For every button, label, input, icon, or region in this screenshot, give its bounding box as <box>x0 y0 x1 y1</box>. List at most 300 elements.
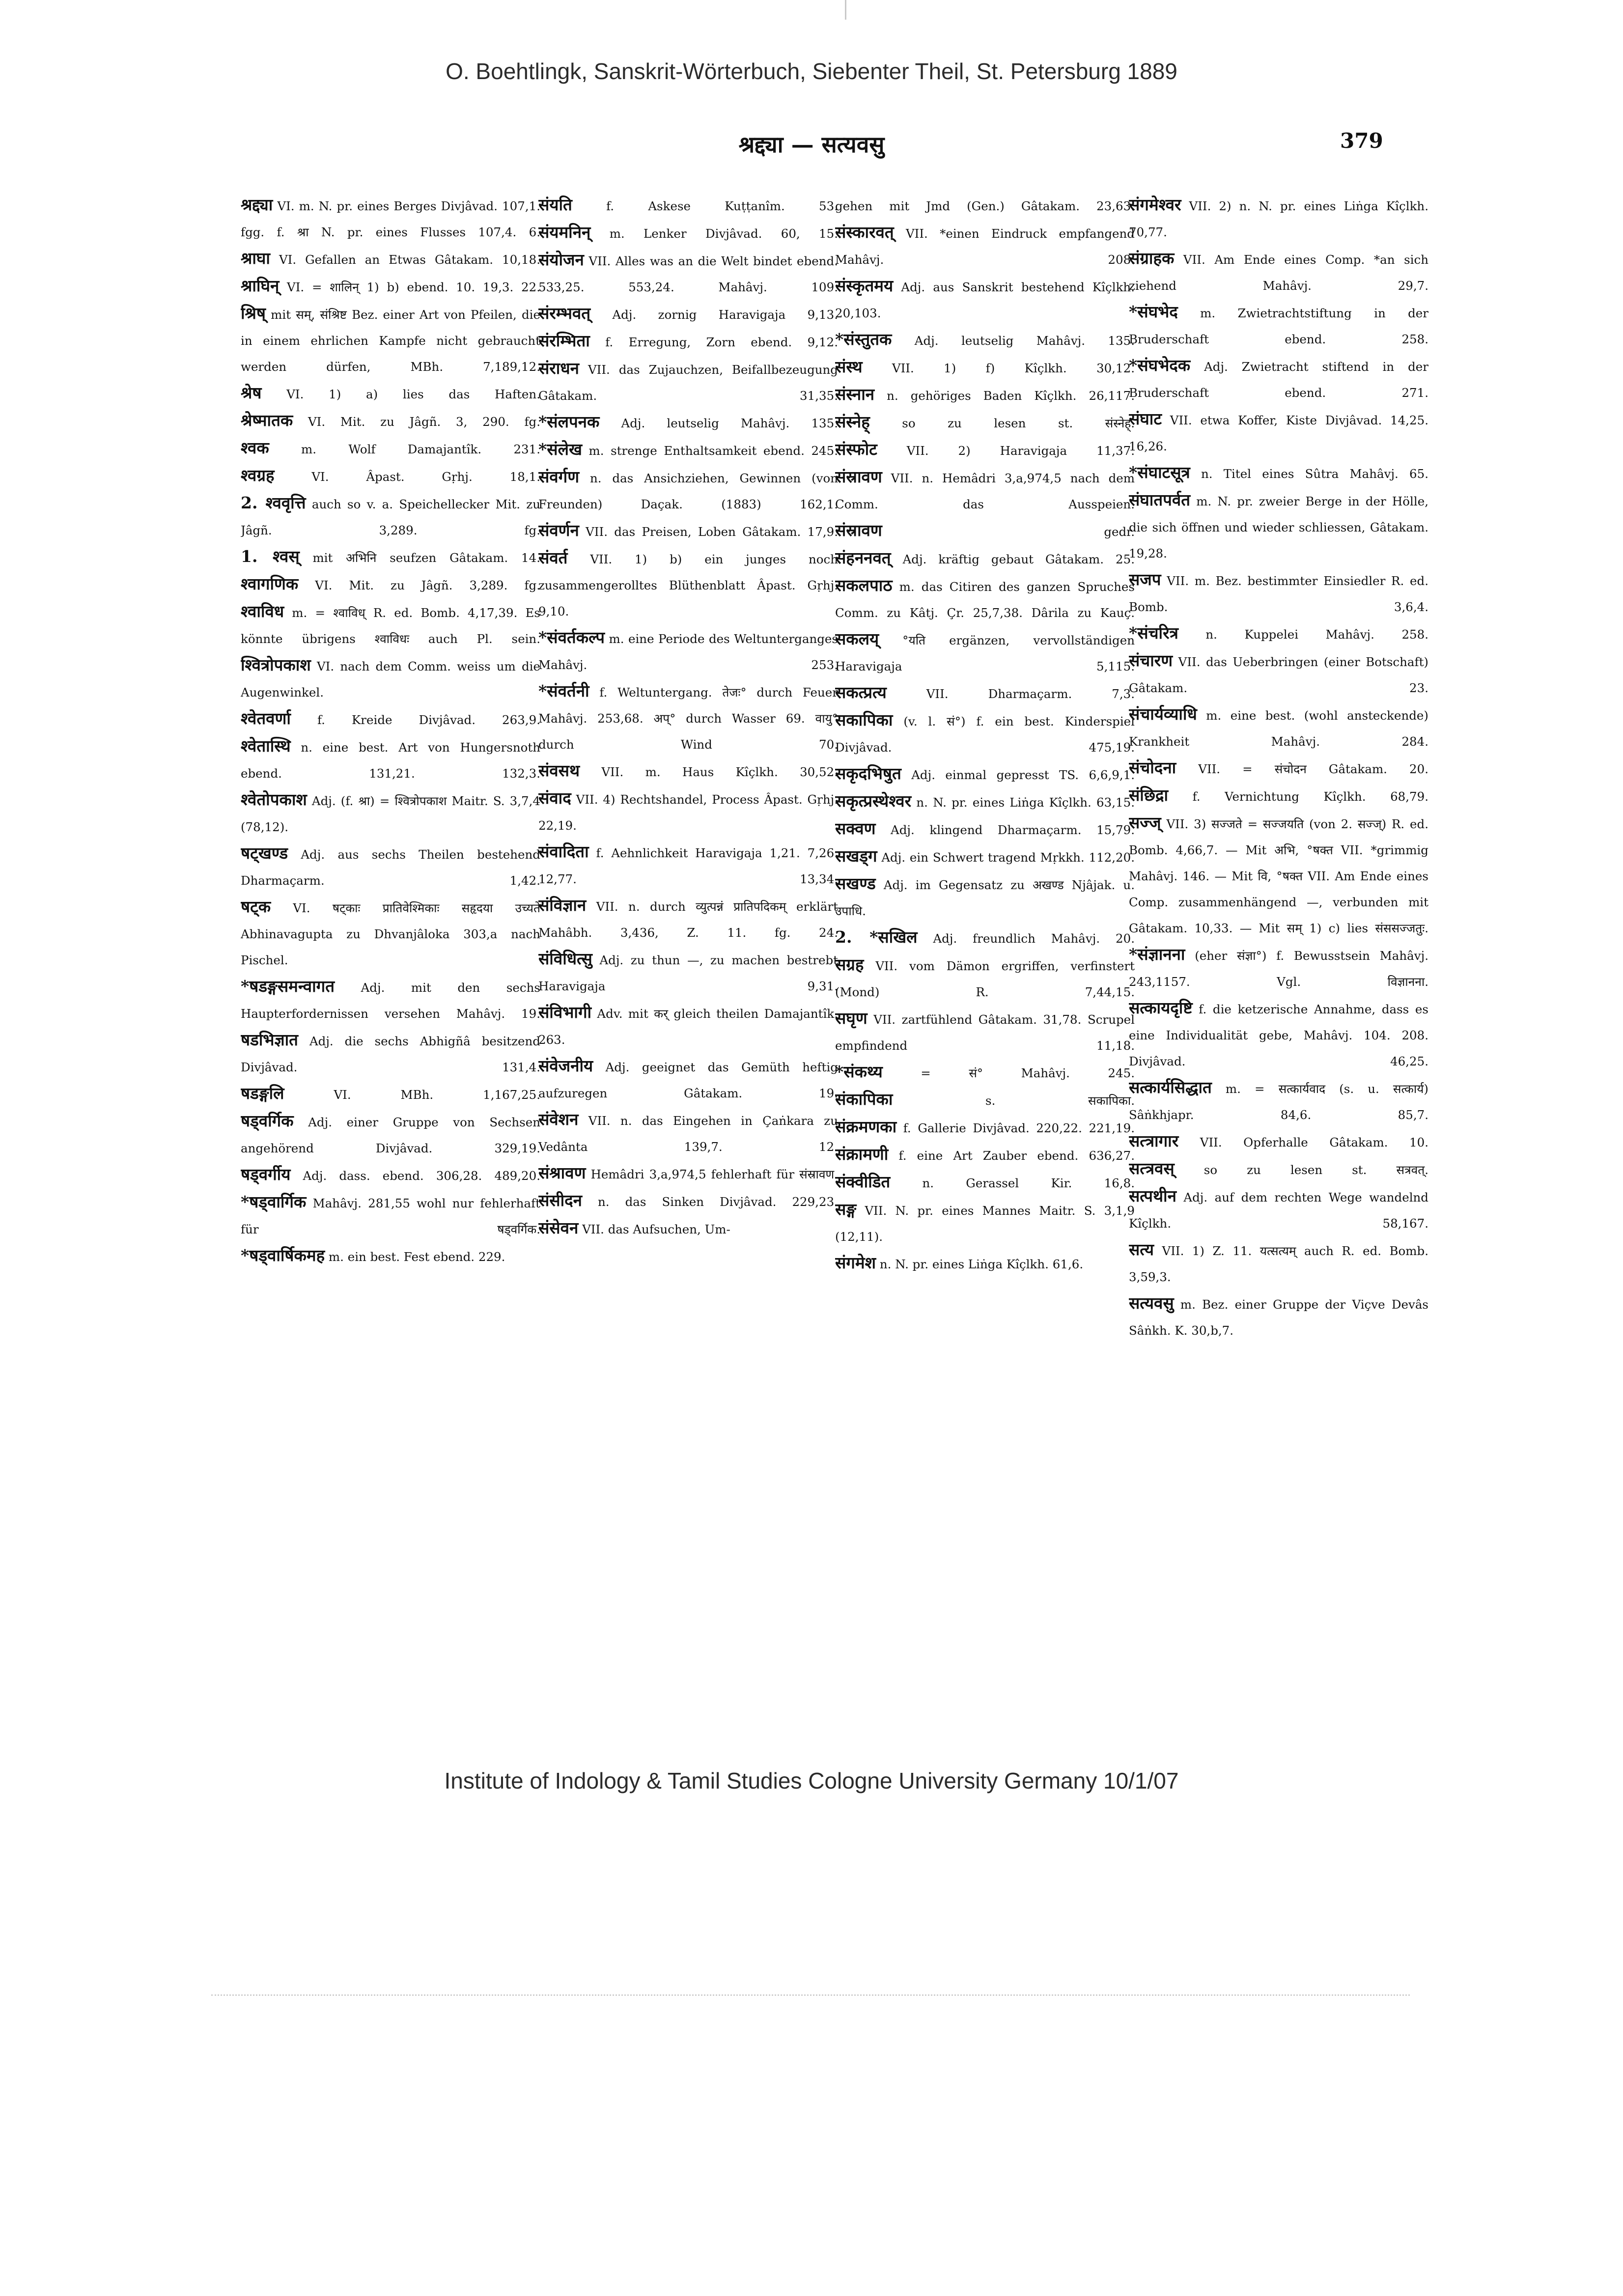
entry-headword: सकत्प्रत्य <box>835 683 887 702</box>
dictionary-entry <box>538 355 838 409</box>
dictionary-entry <box>1129 352 1428 406</box>
entry-headword: श्वेतोपकाश <box>241 790 307 809</box>
entry-headword: सत्कायदृष्टि <box>1129 998 1193 1017</box>
entry-definition: VII. 3) सज्जते = सज्जयति (von 2. सज्ज्) R. ed. Bomb. 4,66,7. — Mit अभि, °षक्त VII. *grimmig Mahâvj. 146. — Mit वि, °षक्त VII. Am Ende eines Comp. zusammenhängend —, verbunden mit Gâtakam. 10,33. — Mit सम् 1) c) lies संससज्जतुः. <box>1129 817 1428 935</box>
entry-definition: s. सकापिका. <box>893 1093 1135 1108</box>
entry-headword: सकृदभिषुत <box>835 764 901 783</box>
entry-definition: m. strenge Enthaltsamkeit ebend. 245. <box>582 444 838 458</box>
entry-definition: n. Gerassel Kir. 16,8. <box>890 1176 1135 1190</box>
dictionary-entry <box>835 815 1135 843</box>
entry-headword: सत्कार्यसिद्धात <box>1129 1078 1212 1097</box>
entry-headword: *संवर्तकल्प <box>538 628 605 647</box>
page-number: 379 <box>1340 129 1383 153</box>
entry-headword: षट्क <box>241 897 271 916</box>
dictionary-entry <box>1129 245 1428 299</box>
dictionary-entry <box>835 707 1135 760</box>
dictionary-entry <box>835 1196 1135 1250</box>
entry-definition: VII. das Ueberbringen (einer Botschaft) Gâtakam. 23. <box>1129 655 1428 695</box>
entry-headword: *संलपनक <box>538 412 600 431</box>
entry-definition: VII. 2) n. N. pr. eines Liṅga Kîçlkh. 70,77. <box>1129 199 1428 239</box>
entry-headword: श्वागणिक <box>241 574 299 593</box>
entry-headword: संवेजनीय <box>538 1056 593 1075</box>
entry-headword: संयति <box>538 195 572 214</box>
dictionary-entry <box>1129 810 1428 941</box>
entry-headword: संवर्त <box>538 548 568 567</box>
dictionary-entry <box>241 245 540 273</box>
dictionary-column-3 <box>835 192 1135 1739</box>
entry-definition: m. eine Periode des Weltunterganges Mahâvj. 253. <box>538 632 838 672</box>
entry-definition: = सं° Mahâvj. 245. <box>882 1066 1135 1080</box>
dictionary-entry <box>241 652 540 705</box>
entry-headword: संचार्यव्याधि <box>1129 704 1197 724</box>
dictionary-entry <box>538 1160 838 1187</box>
entry-definition: m. Bez. einer Gruppe der Viçve Devâs Sâṅkh. K. 30,b,7. <box>1129 1297 1428 1338</box>
entry-definition: Adj. zornig Haravigaja 9,13. <box>590 308 838 322</box>
entry-definition: VI. Mit. zu Jâgñ. 3, 290. fg. <box>293 415 540 429</box>
entry-headword: संश्रावण <box>538 1163 586 1182</box>
entry-definition: VII. Am Ende eines Comp. *an sich ziehend Mahâvj. 29,7. <box>1129 252 1428 293</box>
entry-definition: VII. 1) b) ein junges noch zusammengerolltes Blüthenblatt Âpast. Gṛhj. 9,10. <box>538 552 838 618</box>
entry-definition: VII. das Aufsuchen, Um- <box>578 1222 730 1236</box>
entry-headword: सग्रह <box>835 955 864 974</box>
entry-headword: संयमनिन् <box>538 223 591 242</box>
entry-headword: षड्वर्गीय <box>241 1165 291 1184</box>
entry-headword: संसीदन <box>538 1191 583 1210</box>
dictionary-entry <box>835 273 1135 326</box>
entry-definition: auch so v. a. Speichellecker Mit. zu Jâgñ. 3,289. fg. <box>241 497 540 537</box>
entry-headword: *संलेख <box>538 440 582 459</box>
entry-definition: VI. = शालिन् 1) b) ebend. 10. 19,3. 22. <box>279 280 540 294</box>
entry-headword: संगमेश्वर <box>1129 195 1181 214</box>
entry-headword: संविभागी <box>538 1003 592 1022</box>
entry-definition: (v. l. सं°) f. ein best. Kinderspiel Divjâvad. 475,19. <box>835 714 1135 755</box>
entry-definition: Adj. Zwietracht stiftend in der Bruderschaft ebend. 271. <box>1129 360 1428 400</box>
dictionary-entry <box>835 354 1135 381</box>
dictionary-entry <box>835 436 1135 464</box>
entry-definition: Adj. ein Schwert tragend Mṛkkh. 112,20. <box>877 850 1135 865</box>
entry-definition: VII. 2) Haravigaja 11,37. <box>877 444 1135 458</box>
entry-headword: संवादिता <box>538 842 589 861</box>
entry-headword: संवेशन <box>538 1110 579 1129</box>
dictionary-entry <box>835 1086 1135 1114</box>
dictionary-entry <box>241 1108 540 1161</box>
dictionary-entry <box>835 1005 1135 1059</box>
entry-definition: m. Zwietrachtstiftung in der Bruderschaft ebend. 258. <box>1129 306 1428 346</box>
dictionary-entry <box>538 839 838 892</box>
dictionary-entry <box>835 1114 1135 1141</box>
entry-definition: VI. m. N. pr. eines Berges Divjâvad. 107,1. fgg. f. श्रा N. pr. eines Flusses 107,4. 6. <box>241 199 540 239</box>
entry-definition: n. N. pr. eines Liṅga Kîçlkh. 61,6. <box>876 1257 1084 1271</box>
entry-headword: सकलपाठ <box>835 576 893 595</box>
dictionary-entry <box>1129 566 1428 620</box>
entry-headword: षडङ्गलि <box>241 1084 284 1103</box>
dictionary-entry <box>835 626 1135 679</box>
dictionary-entry <box>835 192 1135 219</box>
dictionary-entry <box>241 786 540 840</box>
entry-headword: संरम्भवत् <box>538 304 591 323</box>
dictionary-entry <box>241 490 540 543</box>
dictionary-entry <box>538 1187 838 1215</box>
entry-headword: श्रेष्मातक <box>241 411 293 430</box>
entry-definition: f. Gallerie Divjâvad. 220,22. 221,19. <box>896 1121 1135 1135</box>
entry-definition: VI. MBh. 1,167,25. <box>284 1088 540 1102</box>
entry-headword: संचोदना <box>1129 758 1176 777</box>
entry-definition: n. Titel eines Sûtra Mahâvj. 65. <box>1190 467 1428 481</box>
dictionary-entry <box>835 924 1135 952</box>
entry-definition: VII. etwa Koffer, Kiste Divjâvad. 14,25. 16,26. <box>1129 413 1428 453</box>
dictionary-entry <box>241 1027 540 1080</box>
top-caption: O. Boehtlingk, Sanskrit-Wörterbuch, Siebenter Theil, St. Petersburg 1889 <box>446 58 1177 84</box>
entry-definition: VII. 1) Z. 11. यत्सत्यम् auch R. ed. Bomb. 3,59,3. <box>1129 1244 1428 1284</box>
entry-headword: संग्राहक <box>1129 249 1175 268</box>
entry-definition: VII. m. Haus Kîçlkh. 30,52. <box>580 765 838 779</box>
dictionary-entry <box>538 545 838 624</box>
dictionary-entry <box>538 1053 838 1106</box>
entry-headword: श्वित्रोपकाश <box>241 655 311 674</box>
entry-definition: Adj. klingend Dharmaçarm. 15,79. <box>875 823 1135 837</box>
entry-definition: VII. 4) Rechtshandel, Process Âpast. Gṛhj. 22,19. <box>538 792 838 833</box>
bottom-caption: Institute of Indology & Tamil Studies Cologne University Germany 10/1/07 <box>444 1768 1179 1793</box>
entry-headword: श्वेतवर्णा <box>241 709 291 728</box>
dictionary-entry <box>835 1250 1135 1277</box>
entry-definition: f. Erregung, Zorn ebend. 9,12. <box>589 335 838 349</box>
entry-headword: *संवर्तनी <box>538 681 589 700</box>
entry-headword: संवाद <box>538 788 571 808</box>
dictionary-entry <box>538 436 838 464</box>
entry-headword: 2. श्ववृत्ति <box>241 493 306 512</box>
entry-headword: *षडङ्गसमन्वागत <box>241 977 335 996</box>
entry-definition: Adv. mit कर् gleich theilen Damajantîk. 263. <box>538 1007 838 1047</box>
dictionary-entry <box>1129 782 1428 810</box>
dictionary-entry <box>835 843 1135 870</box>
entry-headword: श्राघिन् <box>241 276 280 295</box>
dictionary-entry <box>241 894 540 973</box>
scan-artifact-tick <box>845 0 846 20</box>
entry-definition: Adj. (f. श्रा) = श्वित्रोपकाश Maitr. S. 3,7,4 (78,12). <box>241 794 540 834</box>
entry-headword: संवसथ <box>538 761 580 780</box>
dictionary-entry <box>538 1106 838 1160</box>
dictionary-entry <box>835 1169 1135 1196</box>
entry-headword: सत्यवसु <box>1129 1293 1174 1313</box>
dictionary-entry <box>835 409 1135 436</box>
entry-definition: m. Lenker Divjâvad. 60, 15. <box>590 226 838 241</box>
dictionary-entry <box>1129 406 1428 459</box>
entry-definition: Adj. aus sechs Theilen bestehend Dharmaçarm. 1,42. <box>241 847 540 888</box>
entry-headword: संकापिका <box>835 1090 893 1109</box>
dictionary-entry <box>241 273 540 300</box>
dictionary-entry <box>1129 1155 1428 1183</box>
entry-headword: *षड्वार्षिकमह <box>241 1246 325 1265</box>
dictionary-entry <box>1129 701 1428 755</box>
entry-definition: VII. Dharmaçarm. 7,3. <box>886 687 1135 701</box>
dictionary-entry <box>835 679 1135 707</box>
dictionary-entry <box>241 380 540 407</box>
entry-definition: Adj. aus Sanskrit bestehend Kîçlkh. 20,103. <box>835 280 1135 320</box>
entry-headword: संघातपर्वत <box>1129 490 1191 509</box>
entry-definition: VII. zartfühlend Gâtakam. 31,78. Scrupel empfindend 11,18. <box>835 1012 1135 1053</box>
entry-headword: श्राघा <box>241 249 270 268</box>
entry-definition: Adj. im Gegensatz zu अखण्ड Njâjak. u. उपाधि. <box>835 878 1135 918</box>
dictionary-entry <box>835 545 1135 572</box>
entry-headword: षड्वर्गिक <box>241 1111 294 1130</box>
entry-definition: Adj. kräftig gebaut Gâtakam. 25. <box>891 552 1135 566</box>
entry-definition: VI. षट्काः प्रातिवेश्मिकाः सहृदया उच्यते Abhinavagupta zu Dhvanjâloka 303,a nach Pischel. <box>241 901 540 967</box>
entry-headword: सखड्ग <box>835 846 877 866</box>
dictionary-entry <box>241 192 540 245</box>
entry-headword: संक्वीडित <box>835 1172 891 1191</box>
dictionary-entry <box>538 946 838 999</box>
entry-definition: VII. n. Hemâdri 3,a,974,5 nach dem Comm. das Ausspeien. <box>835 471 1135 511</box>
dictionary-entry <box>835 326 1135 354</box>
entry-headword: संहननवत् <box>835 548 891 567</box>
entry-definition: VII. n. durch व्युत्पन्नं प्रातिपदिकम् erklärt Mahâbh. 3,436, Z. 11. fg. 24. <box>538 899 838 940</box>
entry-headword: संस्फोट <box>835 440 877 459</box>
entry-definition: gehen mit Jmd (Gen.) Gâtakam. 23,63. <box>835 199 1135 213</box>
dictionary-entry <box>1129 1074 1428 1128</box>
dictionary-entry <box>241 1161 540 1189</box>
dictionary-entry <box>835 788 1135 815</box>
dictionary-entry <box>538 999 838 1053</box>
entry-headword: सङ्ग <box>835 1200 857 1219</box>
entry-definition: m. ein best. Fest ebend. 229. <box>325 1250 505 1264</box>
entry-headword: संस्थ <box>835 357 863 376</box>
entry-headword: श्वक <box>241 438 269 457</box>
entry-definition: mit अभिनि seufzen Gâtakam. 14. <box>299 551 540 565</box>
dictionary-entry <box>538 464 838 517</box>
entry-definition: Adj. zu thun —, zu machen bestrebt Haravigaja 9,31. <box>538 953 838 993</box>
dictionary-entry <box>241 543 540 571</box>
dictionary-entry <box>241 1189 540 1242</box>
dictionary-column-2 <box>538 192 838 1739</box>
dictionary-entry <box>538 328 838 355</box>
entry-headword: श्वाविध <box>241 602 284 621</box>
entry-headword: संस्रावण <box>835 467 882 486</box>
dictionary-entry <box>1129 1290 1428 1344</box>
dictionary-entry <box>1129 620 1428 647</box>
dictionary-entry <box>241 598 540 652</box>
dictionary-entry <box>538 192 838 219</box>
entry-headword: *षड्वार्गिक <box>241 1192 307 1211</box>
entry-definition: f. Kreide Divjâvad. 263,9. <box>290 713 540 727</box>
entry-definition: VII. vom Dämon ergriffen, verfinstert (Mond) R. 7,44,15. <box>835 959 1135 999</box>
entry-headword: श्रद्द्या <box>241 195 273 214</box>
dictionary-entry <box>835 219 1135 273</box>
entry-definition: Mahâvj. 281,55 wohl nur fehlerhaft für षड्वर्गिक. <box>241 1196 540 1236</box>
dictionary-entry <box>835 1141 1135 1169</box>
entry-definition: f. Askese Kuṭṭanîm. 53. <box>572 199 838 213</box>
entry-definition: Adj. leutselig Mahâvj. 135. <box>599 416 838 430</box>
dictionary-entry <box>538 892 838 946</box>
entry-headword: सत्य <box>1129 1240 1154 1259</box>
dictionary-entry <box>1129 1128 1428 1155</box>
dictionary-entry <box>835 1059 1135 1086</box>
entry-definition: mit सम्, संश्रिष्ट Bez. einer Art von Pfeilen, die in einem ehrlichen Kampfe nicht gebraucht werden dürfen, MBh. 7,189,12. <box>241 308 540 374</box>
dictionary-column-1 <box>241 192 540 1739</box>
entry-definition: (eher संज्ञा°) f. Bewusstsein Mahâvj. 243,1157. Vgl. विज्ञानना. <box>1129 949 1428 989</box>
entry-definition: VII. Alles was an die Welt bindet ebend. 533,25. 553,24. Mahâvj. 109. <box>538 254 838 294</box>
entry-headword: सघृण <box>835 1008 867 1028</box>
entry-headword: संक्रामणी <box>835 1145 889 1164</box>
entry-definition: n. eine best. Art von Hungersnoth ebend. 131,21. 132,3. <box>241 740 540 781</box>
entry-definition: Adj. leutselig Mahâvj. 135. <box>892 334 1135 348</box>
dictionary-entry <box>241 462 540 490</box>
entry-definition: VI. Mit. zu Jâgñ. 3,289. fg. <box>298 578 540 592</box>
entry-headword: संराधन <box>538 359 579 378</box>
entry-headword: संघाट <box>1129 409 1162 428</box>
entry-definition: VII. m. Bez. bestimmter Einsiedler R. ed. Bomb. 3,6,4. <box>1129 574 1428 614</box>
entry-headword: *संघाटसूत्र <box>1129 463 1190 482</box>
entry-headword: सकलय् <box>835 629 879 648</box>
entry-definition: m. das Citiren des ganzen Spruches Comm. zu Kâtj. Çr. 25,7,38. Dârila zu Kauç. <box>835 580 1135 620</box>
dictionary-entry <box>538 757 838 785</box>
dictionary-entry <box>835 952 1135 1005</box>
entry-definition: n. gehöriges Baden Kîçlkh. 26,117. <box>874 389 1135 403</box>
dictionary-entry <box>538 409 838 436</box>
entry-headword: श्वेतास्थि <box>241 736 291 756</box>
entry-headword: सत्त्रागार <box>1129 1131 1179 1150</box>
dictionary-entry <box>538 300 838 328</box>
dictionary-entry <box>1129 1183 1428 1236</box>
entry-definition: VI. nach dem Comm. weiss um die Augenwinkel. <box>241 659 540 700</box>
dictionary-entry <box>241 1242 540 1270</box>
dictionary-entry <box>1129 299 1428 352</box>
entry-definition: Adj. freundlich Mahâvj. 20. <box>917 931 1135 946</box>
entry-definition: VII. das Preisen, Loben Gâtakam. 17,9. <box>579 525 838 539</box>
entry-definition: VII. n. das Eingehen in Çaṅkara zu Vedânta 139,7. 12. <box>538 1114 838 1154</box>
entry-definition: Adj. einmal gepresst TS. 6,6,9,1. <box>901 768 1135 782</box>
entry-definition: VI. 1) a) lies das Haften. <box>261 387 540 401</box>
entry-definition: m. = सत्कार्यवाद (s. u. सत्कार्य) Sâṅkhjapr. 84,6. 85,7. <box>1129 1082 1428 1122</box>
dictionary-entry <box>835 517 1135 545</box>
entry-definition: f. eine Art Zauber ebend. 636,27. <box>888 1148 1135 1163</box>
dictionary-entry <box>1129 647 1428 701</box>
dictionary-entry <box>835 464 1135 517</box>
entry-headword: षट्खण्ड <box>241 843 288 863</box>
entry-headword: *संघभेदक <box>1129 356 1191 375</box>
entry-definition: so zu lesen st. सत्रवत्. <box>1174 1163 1428 1177</box>
entry-headword: संछिद्रा <box>1129 785 1169 805</box>
dictionary-entry <box>538 785 838 839</box>
entry-headword: संक्रमणका <box>835 1117 897 1136</box>
dictionary-column-4 <box>1129 192 1428 1739</box>
dictionary-entry <box>241 435 540 462</box>
dictionary-entry <box>538 1215 838 1242</box>
dictionary-entry <box>538 219 838 247</box>
dictionary-entry <box>1129 995 1428 1074</box>
entry-headword: संगमेश <box>835 1253 876 1272</box>
entry-headword: संविधित्सु <box>538 949 592 968</box>
entry-definition: Adj. dass. ebend. 306,28. 489,20. <box>290 1169 540 1183</box>
entry-definition: n. Kuppelei Mahâvj. 258. <box>1178 627 1428 642</box>
entry-definition: VII. Opferhalle Gâtakam. 10. <box>1178 1135 1428 1149</box>
dictionary-entry <box>241 1080 540 1108</box>
entry-definition: VII. 1) f) Kîçlkh. 30,12. <box>862 361 1135 375</box>
entry-headword: *संस्तुतक <box>835 330 892 349</box>
dictionary-entry <box>538 517 838 545</box>
entry-headword: संवर्गण <box>538 467 580 486</box>
dictionary-entry <box>835 572 1135 626</box>
entry-headword: *संकथ्य <box>835 1062 883 1081</box>
scan-artifact-line <box>211 1994 1410 1996</box>
entry-definition: VII. das Zujauchzen, Beifallbezeugung Gâtakam. 31,35. <box>538 363 838 403</box>
dictionary-entry <box>538 678 838 757</box>
dictionary-entry <box>241 300 540 380</box>
dictionary-entry <box>835 381 1135 409</box>
dictionary-entry <box>1129 487 1428 566</box>
entry-definition: VII. *einen Eindruck empfangend Mahâvj. 208. <box>835 226 1135 267</box>
entry-headword: 2. *सखिल <box>835 927 918 947</box>
entry-headword: श्वग्रह <box>241 466 275 485</box>
dictionary-entry <box>835 760 1135 788</box>
entry-definition: f. Weltuntergang. तेजः° durch Feuer Mahâvj. 253,68. अप्° durch Wasser 69. वायु° durch Wind 70. <box>538 685 838 752</box>
dictionary-entry <box>241 840 540 894</box>
dictionary-entry <box>1129 459 1428 487</box>
entry-definition: m. Wolf Damajantîk. 231. <box>269 442 540 456</box>
entry-definition: Adj. geeignet das Gemüth heftig aufzuregen Gâtakam. 19. <box>538 1060 838 1100</box>
entry-headword: सज्ज् <box>1129 813 1161 832</box>
dictionary-entry <box>1129 192 1428 245</box>
entry-headword: संस्कृतमय <box>835 276 894 295</box>
entry-headword: सजप <box>1129 570 1161 589</box>
entry-headword: संस्कारवत् <box>835 223 894 242</box>
entry-headword: संचारण <box>1129 651 1173 670</box>
entry-headword: *संघभेद <box>1129 302 1178 321</box>
entry-definition: m. N. pr. zweier Berge in der Hölle, die sich öffnen und wieder schliessen, Gâtakam. 19,28. <box>1129 494 1428 560</box>
entry-definition: m. eine best. (wohl ansteckende) Krankheit Mahâvj. 284. <box>1129 708 1428 749</box>
entry-headword: संरम्भिता <box>538 331 590 350</box>
dictionary-entry <box>241 571 540 598</box>
entry-headword: सखण्ड <box>835 874 876 893</box>
entry-headword: संसेवन <box>538 1218 579 1237</box>
entry-headword: श्रिष् <box>241 304 266 323</box>
entry-headword: सत्त्रवस् <box>1129 1159 1175 1178</box>
dictionary-entry <box>835 870 1135 924</box>
entry-definition: Hemâdri 3,a,974,5 fehlerhaft für संस्रावण. <box>586 1167 838 1181</box>
dictionary-entry <box>241 733 540 786</box>
entry-definition: f. die ketzerische Annahme, dass es eine Individualität gebe, Mahâvj. 104. 208. Divjâvad. 46,25. <box>1129 1002 1428 1068</box>
dictionary-entry <box>1129 1236 1428 1290</box>
entry-definition: n. das Ansichziehen, Gewinnen (von Freunden) Daçak. (1883) 162,1. <box>538 471 838 511</box>
entry-definition: Adj. die sechs Abhigñâ besitzend Divjâvad. 131,4. <box>241 1034 540 1074</box>
entry-definition: so zu lesen st. संस्नेह्. <box>869 416 1135 430</box>
entry-headword: 1. श्वस् <box>241 547 300 566</box>
entry-headword: सकृत्प्रस्थेश्वर <box>835 791 912 811</box>
entry-headword: सक्वण <box>835 819 876 838</box>
entry-headword: *संज्ञानना <box>1129 945 1185 964</box>
entry-headword: सत्पथीन <box>1129 1186 1176 1205</box>
entry-definition: °यति ergänzen, vervollständigen Haravigaja 5,115. <box>835 633 1135 673</box>
entry-headword: संस्नेह् <box>835 412 870 431</box>
entry-headword: षडभिज्ञात <box>241 1030 298 1049</box>
entry-definition: m. = श्वाविध् R. ed. Bomb. 4,17,39. Es könnte übrigens श्वाविधः auch Pl. sein. <box>241 606 540 646</box>
entry-definition: VI. Âpast. Gṛhj. 18,1. <box>274 470 540 484</box>
entry-definition: f. Vernichtung Kîçlkh. 68,79. <box>1168 789 1428 804</box>
entry-headword: श्रेष <box>241 383 262 402</box>
dictionary-entry <box>538 624 838 678</box>
entry-headword: संविज्ञान <box>538 896 587 915</box>
dictionary-entry <box>241 407 540 435</box>
entry-headword: संयोजन <box>538 250 584 269</box>
entry-definition: n. das Sinken Divjâvad. 229,23. <box>582 1195 838 1209</box>
entry-definition: VII. N. pr. eines Mannes Maitr. S. 3,1,9 (12,11). <box>835 1204 1135 1244</box>
entry-headword: संवर्णन <box>538 521 579 540</box>
entry-definition: Adj. einer Gruppe von Sechsen angehörend Divjâvad. 329,19. <box>241 1115 540 1155</box>
entry-definition: VI. Gefallen an Etwas Gâtakam. 10,18. <box>270 252 540 267</box>
dictionary-entry <box>241 973 540 1027</box>
entry-headword: संस्नान <box>835 385 875 404</box>
entry-definition: gedr. <box>882 525 1135 539</box>
entry-definition: n. N. pr. eines Liṅga Kîçlkh. 63,15. <box>911 795 1135 810</box>
